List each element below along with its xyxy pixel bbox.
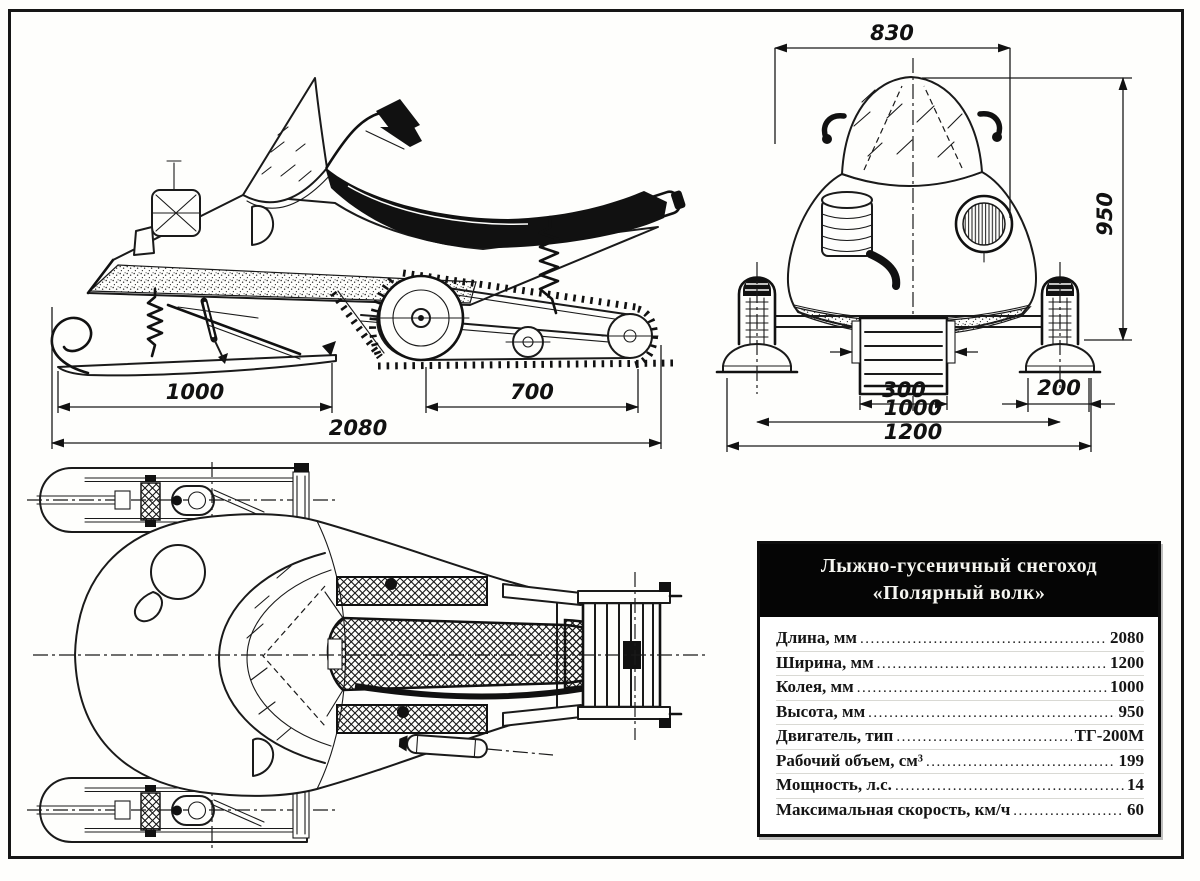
dim-front-track-gauge: 1000 — [883, 396, 943, 420]
dim-side-overall-length: 2080 — [328, 416, 388, 440]
side-view — [52, 78, 687, 449]
spec-title-line2: «Полярный волк» — [872, 582, 1046, 604]
dim-front-ski-width: 200 — [1037, 376, 1081, 400]
spec-row-max-speed: Максимальная скорость, км/ч ..... 60 — [776, 799, 1144, 823]
spec-row-power: Мощность, л.с. ..... 14 — [776, 774, 1144, 799]
dim-front-overall-height: 950 — [1093, 192, 1117, 236]
dot-leader — [868, 701, 1115, 725]
spec-title-line1: Лыжно-гусеничный снегоход — [820, 555, 1098, 577]
spec-row-engine: Двигатель, тип ..... ТГ-200М — [776, 725, 1144, 750]
dot-leader — [926, 750, 1116, 774]
spec-table — [760, 617, 1158, 834]
spec-row-length: Длина, мм ..... 2080 — [776, 627, 1144, 652]
dot-leader — [857, 676, 1107, 700]
dot-leader — [860, 627, 1107, 651]
top-view — [27, 462, 705, 850]
dim-front-windshield-width: 830 — [870, 21, 914, 45]
dot-leader — [895, 774, 1124, 798]
spec-row-gauge: Колея, мм ..... 1000 — [776, 676, 1144, 701]
spec-row-width: Ширина, мм ..... 1200 — [776, 652, 1144, 677]
dim-side-track-contact: 700 — [510, 380, 554, 404]
spec-row-height: Высота, мм ..... 950 — [776, 701, 1144, 726]
dim-side-ski-length: 1000 — [165, 380, 225, 404]
spec-card — [757, 541, 1161, 837]
spec-row-displacement: Рабочий объем, см³ ..... 199 — [776, 750, 1144, 775]
dot-leader — [1013, 799, 1124, 823]
dim-front-overall-width: 1200 — [883, 420, 943, 444]
dot-leader — [877, 652, 1107, 676]
front-view — [717, 21, 1132, 452]
dim-front-track-width: 300 — [882, 378, 926, 402]
spec-card-header — [760, 544, 1158, 617]
top-track — [578, 572, 681, 740]
dot-leader — [896, 725, 1071, 749]
